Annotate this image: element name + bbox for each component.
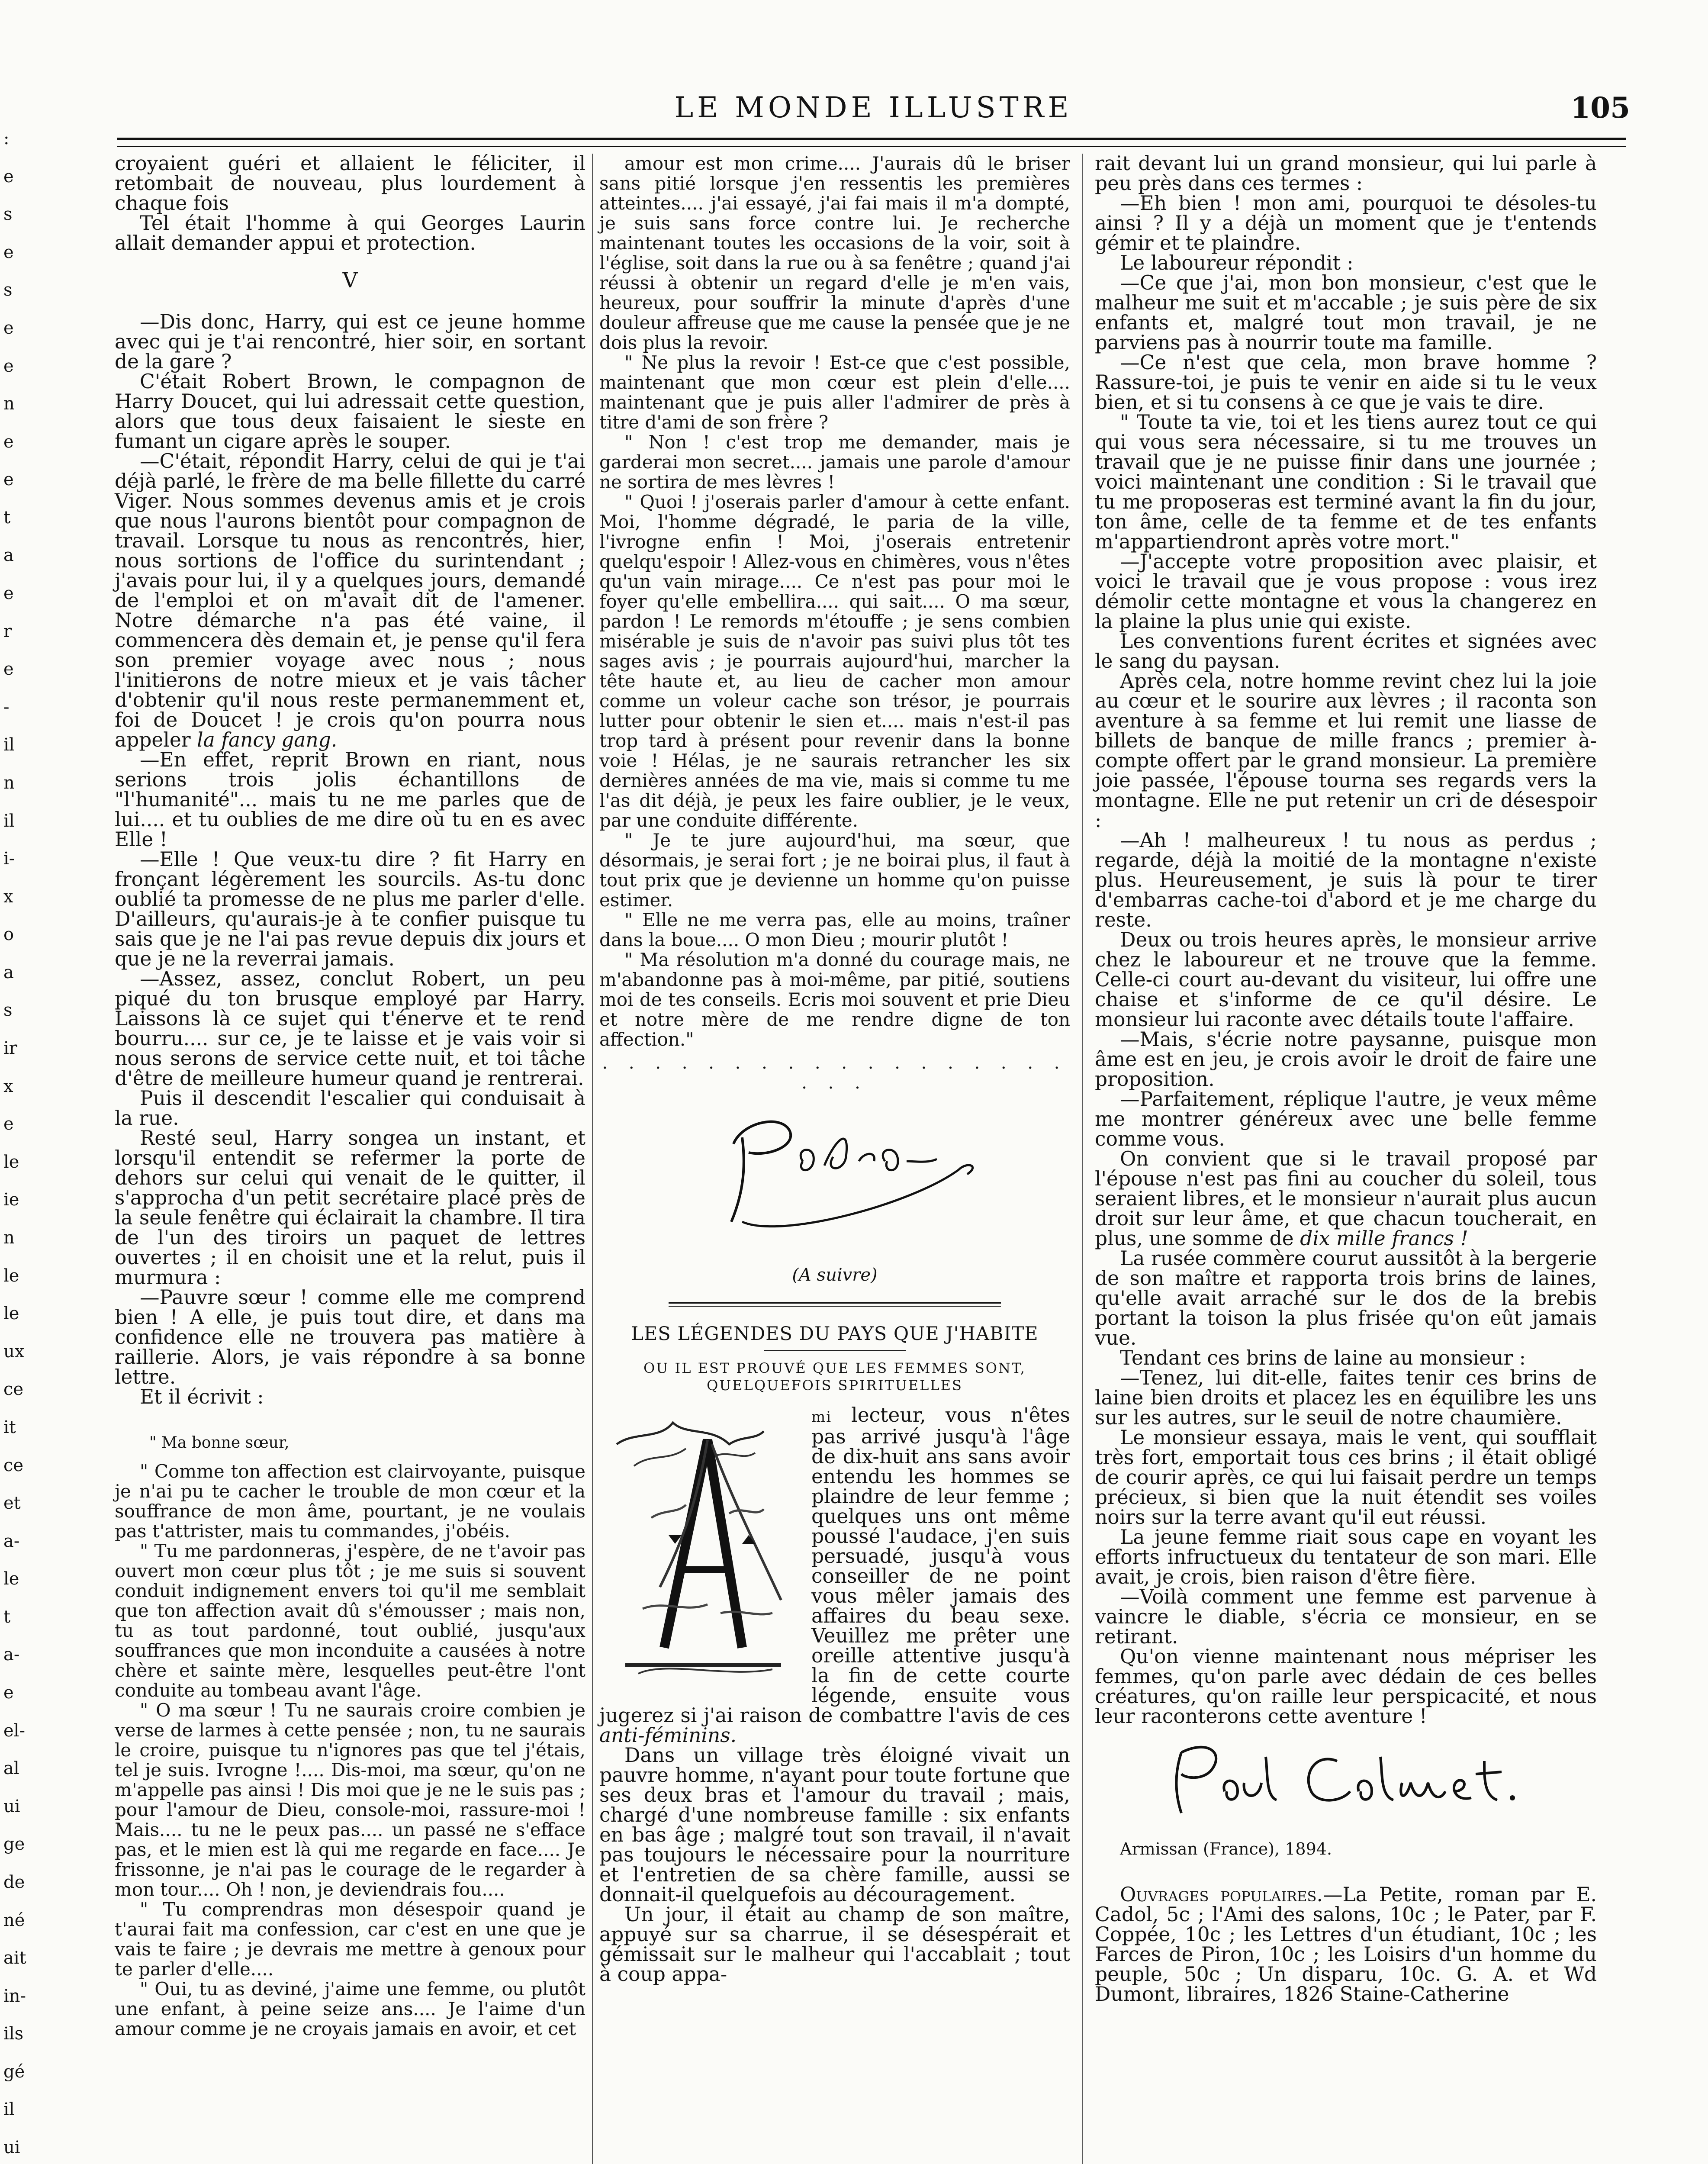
intro-initial: mi (811, 1408, 832, 1426)
newspaper-title: LE MONDE ILLUSTRE (674, 91, 1073, 124)
letter-paragraph: " Ne plus la revoir ! Est-ce que c'est possible, maintenant que mon cœur est plein d'elle.... maintenant que je puis aller l'admirer de près à titre d'ami de son frère ? (599, 352, 1070, 433)
paragraph-text: —C'était, répondit Harry, celui de qui je t'ai déjà parlé, le frère de ma belle fillette du carré Viger. Nous sommes devenus amis et je crois que nous l'aurons bientôt pour compagnon de travail. Lorsque tu nous as rencontrés, hier, nous sortions de l'office du surintendant ; j'avais pour lui, il y a quelques jours, demandé de l'emploi et on m'avait dit de l'amener. Notre démarche n'a pas été vaine, il commencera dès demain et, je pense qu'il fera son premier voyage avec nous ; nous l'initierons de notre mieux et je vais tâcher d'obtenir qu'il nous reste permanemment et, foi de Doucet ! je crois qu'on pourra nous appeler (115, 450, 585, 751)
paragraph: Dans un village très éloigné vivait un pauvre homme, n'ayant pour toute fortune que ses deux bras et l'amour du travail ; mais, chargé d'une nombreuse famille : six enfants en bas âge ; malgré tout son travail, il n'avait pas toujours le nécessaire pour la nourriture et l'entretien de sa chère famille, aussi se donnait-il quelquefois au découragement. (599, 1744, 1070, 1906)
gutter-fragment: e (3, 166, 14, 187)
gutter-fragment: x (3, 886, 13, 907)
paragraph: —Ce que j'ai, mon bon monsieur, c'est que le malheur me suit et m'accable ; je suis père de six enfants et, malgré tout mon travail, je ne parviens pas à nourrir toute ma famille. (1095, 271, 1597, 354)
paragraph: Puis il descendit l'escalier qui conduisait à la rue. (115, 1087, 585, 1130)
paragraph: Qu'on vienne maintenant nous mépriser les femmes, qu'on parle avec dédain de ces belles créatures, qu'on raille leur perspicacité, et nous leur raconterons cette aventure ! (1095, 1645, 1597, 1728)
column-1 (115, 154, 585, 2039)
advertisement-ouvrages (1095, 1885, 1597, 2004)
letter-paragraph: " Comme ton affection est clairvoyante, puisque je n'ai pu te cacher le trouble de mon cœur et la souffrance de mon âme, pourtant, je ne voulais pas t'attrister, mais tu commandes, j'obéis. (115, 1461, 585, 1542)
paragraph: —Voilà comment une femme est parvenue à vaincre le diable, s'écria ce monsieur, en se retirant. (1095, 1585, 1597, 1648)
gutter-fragment: gé (3, 2061, 25, 2082)
gutter-fragment: ge (3, 1834, 25, 1855)
left-gutter-fragments (0, 0, 24, 2164)
signature-pedro-flourish (599, 1096, 1070, 1261)
letter-paragraph: " Oui, tu as deviné, j'aime une femme, ou plutôt une enfant, à peine seize ans.... Je l'aime d'un amour comme je ne croyais jamais en avoir, et cet (115, 1978, 585, 2039)
paragraph-text: On convient que si le travail proposé par l'épouse n'est pas fini au coucher du soleil, tous seraient libres, et le monsieur n'aurait plus aucun droit sur leur âme, et que chacun toucherait, en plus, une somme de (1095, 1147, 1597, 1250)
letter-paragraph: " Ma résolution m'a donné du courage mais, ne m'abandonne pas à moi-même, par pitié, soutiens moi de tes conseils. Ecris moi souvent et prie Dieu et notre mère de me rendre digne de ton affection." (599, 949, 1070, 1050)
gutter-fragment: in- (3, 1986, 26, 2006)
gutter-fragment: le (3, 1266, 19, 1286)
gutter-fragment: il (3, 811, 15, 831)
italic-phrase: anti-féminins. (599, 1724, 737, 1747)
gutter-fragment: e (3, 1683, 14, 1703)
paragraph: —En effet, reprit Brown en riant, nous serions trois jolis échantillons de "l'humanité"... mais tu ne me parles que de lui.... et tu oublies de me dire où tu en es avec Elle ! (115, 748, 585, 851)
paragraph: —Ce n'est que cela, mon brave homme ? Rassure-toi, je puis te venir en aide si tu le veux bien, et si tu consens à ce que je vais te dire. (1095, 351, 1597, 414)
gutter-fragment: e (3, 659, 14, 679)
ad-label: Ouvrages populaires. (1120, 1883, 1323, 1906)
gutter-fragment: il (3, 735, 15, 755)
column-divider-1 (592, 154, 593, 2164)
gutter-fragment: t (3, 507, 11, 528)
gutter-fragment: ui (3, 1796, 20, 1816)
paragraph: —Elle ! Que veux-tu dire ? fit Harry en fronçant légèrement les sourcils. As-tu donc oublié ta promesse de ne plus me parler d'elle. D'ailleurs, qu'aurais-je à te confier puisque tu sais que je ne l'ai pas revue depuis dix jours et que je ne la reverrai jamais. (115, 848, 585, 970)
page-number: 105 (1570, 91, 1630, 125)
gutter-fragment: ui (3, 2138, 20, 2158)
gutter-fragment: t (3, 1607, 11, 1627)
gutter-fragment: e (3, 432, 14, 452)
gutter-fragment: né (3, 1910, 25, 1930)
italic-phrase: dix mille francs ! (1300, 1227, 1468, 1250)
gutter-fragment: n (3, 394, 15, 414)
chapter-number: V (342, 268, 358, 293)
letter-a-woodcut-icon (599, 1405, 803, 1687)
letter-paragraph: " Tu me pardonneras, j'espère, de ne t'avoir pas ouvert mon cœur plus tôt ; je me suis si souvent conduit indignement envers toi qu'il me semblait que ton affection avait dû s'émousser ; mais non, tu as tout pardonné, tout oublié, jusqu'aux souffrances que mon inconduite a causées à notre chère et sainte mère, lesquelles peut-être l'ont conduite au tombeau avant l'âge. (115, 1540, 585, 1701)
paragraph: rait devant lui un grand monsieur, qui lui parle à peu près dans ces termes : (1095, 152, 1597, 195)
paragraph: " Toute ta vie, toi et les tiens aurez tout ce qui qui vous sera nécessaire, si tu me trouves un travail que je ne puisse finir dans une journée ; voici maintenant une condition : Si le travail que tu me proposeras est terminé avant la fin du jour, ton âme, celle de ta femme et de tes enfants m'appartiendront après votre mort." (1095, 411, 1597, 553)
gutter-fragment: s (3, 1000, 13, 1021)
gutter-fragment: s (3, 204, 13, 225)
paragraph: Les conventions furent écrites et signées avec le sang du paysan. (1095, 630, 1597, 673)
paragraph (1095, 1149, 1597, 1249)
gutter-fragment: a (3, 962, 14, 982)
gutter-fragment: ie (3, 1190, 19, 1210)
paragraph: —Dis donc, Harry, qui est ce jeune homme avec qui je t'ai rencontré, hier soir, en sortant de la gare ? (115, 310, 585, 373)
paragraph: Deux ou trois heures après, le monsieur arrive chez le laboureur et ne trouve que la femme. Celle-ci court au-devant du visiteur, lui offre une chaise et s'informe de ce qu'il désire. Le monsieur lui raconte avec détails toute l'affaire. (1095, 928, 1597, 1031)
gutter-fragment: n (3, 1228, 15, 1248)
letter-salutation: " Ma bonne sœur, (149, 1434, 289, 1452)
place-date: Armissan (France), 1894. (1120, 1839, 1332, 1858)
letter-paragraph: " Elle ne me verra pas, elle au moins, traîner dans la boue.... O mon Dieu ; mourir plutôt ! (599, 909, 1070, 950)
letter-paragraph: " Je te jure aujourd'hui, ma sœur, que désormais, je serai fort ; je ne boirai plus, il faut à tout prix que je devienne un homme qu'on puisse estimer. (599, 830, 1070, 911)
column-2 (599, 154, 1070, 1984)
woodcut-initial-illustration (599, 1405, 803, 1687)
paragraph: —Parfaitement, réplique l'autre, je veux même me montrer généreux avec une belle femme comme vous. (1095, 1088, 1597, 1150)
paragraph: Resté seul, Harry songea un instant, et lorsqu'il entendit se refermer la porte de dehors sur celui qui venait de le quitter, il s'approcha d'un petit secrétaire placé près de la seule fenêtre qui éclairait la chambre. Il tira de l'un des tiroirs un paquet de lettres ouvertes ; il en choisit une et la relut, puis il murmura : (115, 1127, 585, 1289)
gutter-fragment: r (3, 621, 12, 641)
paragraph: Et il écrivit : (140, 1385, 264, 1408)
gutter-fragment: : (3, 129, 10, 148)
paragraph: —Pauvre sœur ! comme elle me comprend bien ! A elle, je puis tout dire, et dans ma confidence elle ne trouvera pas matière à raillerie. Alors, je vais répondre à sa bonne lettre. (115, 1286, 585, 1388)
to-be-continued: (A suivre) (792, 1265, 878, 1285)
column-divider-2 (1082, 154, 1083, 2164)
gutter-fragment: ce (3, 1379, 24, 1400)
letter-paragraph: " Quoi ! j'oserais parler d'amour à cette enfant. Moi, l'homme dégradé, le paria de la ville, l'ivrogne enfin ! Moi, j'oserais entretenir quelqu'espoir ! Allez-vous en chimères, vous n'êtes qu'un vain mirage.... Ce n'est pas pour moi le foyer qu'elle embellira.... qui sait.... O ma sœur, pardon ! Le remords m'étouffe ; je sens combien misérable je suis de n'avoir pas suivi plus tôt tes sages avis ; je pourrais aujourd'hui, marcher la tête haute et, au lieu de cacher mon amour comme un voleur cache son trésor, je pourrais lutter pour obtenir le sien et.... mais n'est-il pas trop tard à présent pour revenir dans la bonne voie ! Hélas, je ne saurais retrancher les six dernières années de ma vie, mais si comme tu me l'as dit déjà, je peux les faire oublier, je le veux, par une conduite différente. (599, 491, 1070, 831)
gutter-fragment: o (3, 924, 14, 945)
paragraph: —J'accepte votre proposition avec plaisir, et voici le travail que je vous propose : vous irez démolir cette montagne et vous la changerez en la plaine la plus unie qui existe. (1095, 550, 1597, 633)
gutter-fragment: s (3, 280, 13, 300)
gutter-fragment: i- (3, 849, 15, 869)
paragraph: —Ah ! malheureux ! tu nous as perdus ; regarde, déjà la moitié de la montagne n'existe plus. Heureusement, je suis là pour te tirer d'embarras cache-toi d'abord et je me charge du reste. (1095, 829, 1597, 931)
paragraph: Le monsieur essaya, mais le vent, qui soufflait très fort, emportait tous ces brins ; il était obligé de courir après, ce qui lui faisait perdre un temps précieux, si bien que la nuit étendit ses voiles noirs sur la terre avant qu'il eut réussi. (1095, 1426, 1597, 1529)
paragraph: Tel était l'homme à qui Georges Laurin allait demander appui et protection. (115, 212, 585, 254)
paragraph: —Mais, s'écrie notre paysanne, puisque mon âme est en jeu, je crois avoir le droit de faire une proposition. (1095, 1028, 1597, 1091)
gutter-fragment: e (3, 356, 14, 376)
letter-paragraph: " Tu comprendras mon désespoir quand je t'aurai fait ma confession, car c'est en une que je vais te faire ; je devrais me mettre à genoux pour te parler d'elle.... (115, 1899, 585, 1980)
paragraph: C'était Robert Brown, le compagnon de Harry Doucet, qui lui adressait cette question, alors que tous deux faisaient le sieste en fumant un cigare après le souper. (115, 370, 585, 453)
section-separator (669, 1302, 1001, 1307)
gutter-fragment: x (3, 1076, 13, 1096)
masthead-double-rule (117, 138, 1626, 147)
gutter-fragment: et (3, 1493, 21, 1514)
gutter-fragment: e (3, 1114, 14, 1134)
gutter-fragment: il (3, 2100, 15, 2120)
gutter-fragment: e (3, 583, 14, 604)
article-subheadline: OU IL EST PROUVÉ QUE LES FEMMES SONT, QUELQUEFOIS SPIRITUELLES (643, 1360, 1026, 1394)
gutter-fragment: le (3, 1304, 19, 1324)
dotted-separator: . . . . . . . . . . . . . . . . . . . . . (602, 1053, 1068, 1093)
gutter-fragment: it (3, 1417, 16, 1437)
gutter-fragment: a- (3, 1645, 20, 1665)
letter-paragraph: amour est mon crime.... J'aurais dû le briser sans pitié lorsque j'en ressentis les premières atteintes.... j'ai essayé, j'ai fai mais il m'a dompté, je suis sans force contre lui. Je recherche maintenant toutes les occasions de la voir, soit à l'église, soit dans la rue ou à sa fenêtre ; quand j'ai réussi à obtenir un regard d'elle je m'en vais, heureux, pour souffrir la minute d'après d'une douleur affreuse que me cause la pensée que je ne dois plus la revoir. (599, 153, 1070, 353)
headline-rule (764, 1350, 906, 1351)
paragraph: croyaient guéri et allaient le féliciter, il retombait de nouveau, plus lourdement à chaque fois (115, 152, 585, 215)
masthead (117, 91, 1630, 130)
gutter-fragment: - (3, 697, 10, 717)
gutter-fragment: le (3, 1569, 19, 1589)
gutter-fragment: n (3, 773, 15, 793)
gutter-fragment: a (3, 545, 14, 566)
paragraph: Un jour, il était au champ de son maître, appuyé sur sa charrue, il se désespérait et gémissait sur le malheur qui l'accablait ; tout à coup appa- (599, 1903, 1070, 1986)
paragraph: —Assez, assez, conclut Robert, un peu piqué du ton brusque employé par Harry. Laissons là ce sujet qui t'énerve et te rend bourru.... sur ce, je te laisse et je vais voir si nous serons de service cette nuit, et toi tâche d'être de meilleure humeur quand je rentrerai. (115, 967, 585, 1090)
ad-text: —La Petite, roman par E. Cadol, 5c ; l'Ami des salons, 10c ; le Pater, par F. Coppée, 10c ; les Lettres d'un étudiant, 10c ; les Farces de Piron, 10c ; les Loisirs d'un homme du peuple, 50c ; Un disparu, 10c. G. A. et Wd Dumont, libraires, 1826 Staine-Catherine (1095, 1883, 1597, 2006)
paragraph: Après cela, notre homme revint chez lui la joie au cœur et le sourire aux lèvres ; il raconta son aventure à sa femme et lui remit une liasse de billets de banque de mille francs ; premier à-compte offert par le grand monsieur. La première joie passée, l'épouse tourna ses regards vers la montagne. Elle ne put retenir un cri de désespoir : (1095, 670, 1597, 832)
gutter-fragment: e (3, 470, 14, 490)
signature-paul-calmet-script (1095, 1726, 1597, 1835)
signature-paul-calmet (1095, 1726, 1597, 1835)
paragraph: La jeune femme riait sous cape en voyant les efforts infructueux du tentateur de son mari. Elle avait, je crois, bien raison d'être fière. (1095, 1526, 1597, 1588)
gutter-fragment: ait (3, 1948, 26, 1968)
paragraph: Le laboureur répondit : (1120, 251, 1354, 274)
paragraph: La rusée commère courut aussitôt à la bergerie de son maître et rapporta trois brins de laines, qu'elle avait arraché sur le dos de la brebis portant la toison la plus frisée qu'on eût jamais vue. (1095, 1247, 1597, 1349)
gutter-fragment: el- (3, 1720, 25, 1741)
letter-paragraph: " Non ! c'est trop me demander, mais je garderai mon secret.... jamais une parole d'amour ne sortira de mes lèvres ! (599, 432, 1070, 493)
gutter-fragment: ils (3, 2024, 24, 2044)
gutter-fragment: ux (3, 1341, 25, 1362)
gutter-fragment: ce (3, 1455, 24, 1475)
paragraph: —Eh bien ! mon ami, pourquoi te désoles-tu ainsi ? Il y a déjà un moment que je t'entends gémir et te plaindre. (1095, 192, 1597, 254)
gutter-fragment: e (3, 242, 14, 262)
paragraph: Tendant ces brins de laine au monsieur : (1120, 1346, 1526, 1369)
paragraph (115, 451, 585, 750)
gutter-fragment: ir (3, 1038, 17, 1059)
italic-phrase: la fancy gang. (197, 728, 338, 751)
signature-pedro (599, 1096, 1070, 1261)
letter-paragraph: " O ma sœur ! Tu ne saurais croire combien je verse de larmes à cette pensée ; non, tu ne saurais le croire, puisque tu n'ignores pas que tel j'étais, tel je suis. Ivrogne !.... Dis-moi, ma sœur, qu'on ne m'appelle pas ainsi ! Dis moi que je ne le suis pas ; pour l'amour de Dieu, console-moi, rassure-moi ! Mais.... tu ne le peux pas.... un passé ne s'efface pas, et le mien est là qui me regarde en face.... Je frissonne, je n'ai pas le courage de le regarder à mon tour.... Oh ! non, je deviendrais fou.... (115, 1700, 585, 1900)
gutter-fragment: e (3, 318, 14, 338)
article-headline: LES LÉGENDES DU PAYS QUE J'HABITE (631, 1323, 1039, 1345)
gutter-fragment: de (3, 1872, 25, 1892)
gutter-fragment: al (3, 1758, 19, 1779)
gutter-fragment: a- (3, 1531, 20, 1551)
intro-text: lecteur, vous n'êtes pas arrivé jusqu'à l'âge de dix-huit ans sans avoir entendu les hommes se plaindre de leur femme ; quelques uns ont même poussé l'audace, j'en suis persuadé, jusqu'à vous conseiller de ne point vous mêler jamais des affaires du beau sexe. Veuillez me prêter une oreille attentive jusqu'à la fin de cette courte légende, ensuite vous jugerez si j'ai raison de combattre l'avis de ces (599, 1404, 1070, 1727)
column-3 (1095, 154, 1597, 2004)
paragraph: —Tenez, lui dit-elle, faites tenir ces brins de laine bien droits et placez les en équilibre les uns sur les autres, sur le seuil de notre chaumière. (1095, 1366, 1597, 1429)
gutter-fragment: le (3, 1152, 19, 1172)
